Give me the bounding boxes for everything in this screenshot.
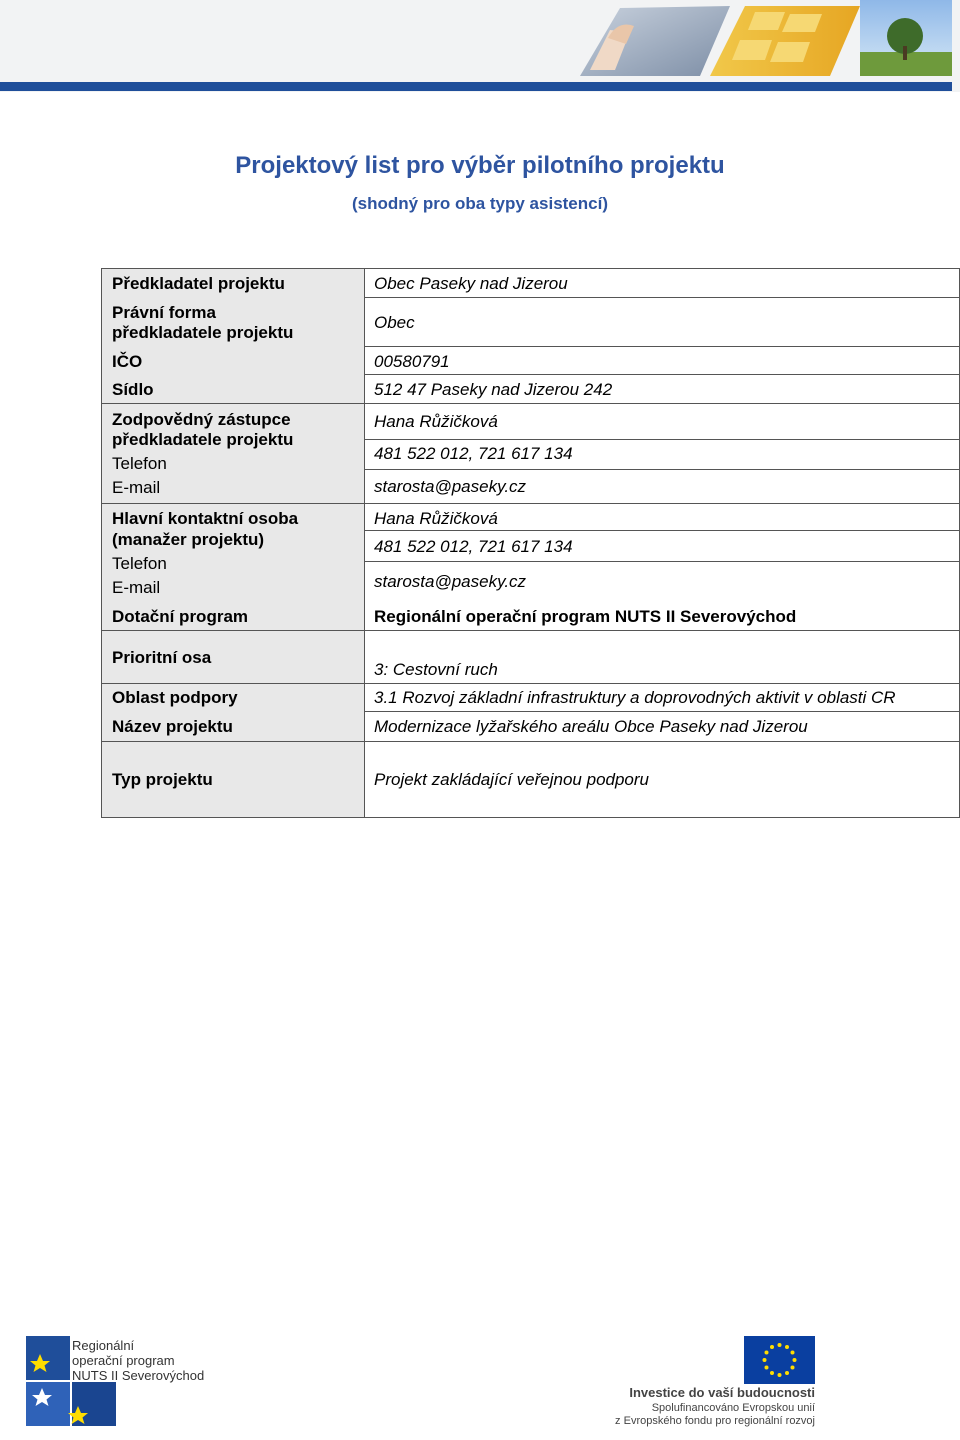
eu-slogan: Investice do vaší budoucnosti xyxy=(629,1385,815,1400)
document-subtitle: (shodný pro oba typy asistencí) xyxy=(352,194,608,213)
kontakt-name: Hana Růžičková xyxy=(374,509,498,528)
zastupce-label-cont: předkladatele projektu xyxy=(112,430,294,449)
eu-cofinancing-text xyxy=(560,1402,815,1428)
zastupce-email: starosta@paseky.cz xyxy=(374,477,527,496)
nazev-value: Modernizace lyžařského areálu Obce Paseky nad Jizerou xyxy=(374,717,808,736)
table-border xyxy=(101,268,960,818)
typ-value: Projekt zakládající veřejnou podporu xyxy=(374,770,649,789)
oblast-label: Oblast podpory xyxy=(112,688,238,707)
eu-cofinancing-line: Spolufinancováno Evropskou unií xyxy=(651,1402,815,1414)
ico-value: 00580791 xyxy=(374,352,450,371)
banner-stripe xyxy=(0,82,952,91)
kontakt-email-label: E-mail xyxy=(112,578,161,597)
dotacni-value: Regionální operační program NUTS II Severovýchod xyxy=(374,607,797,626)
kontakt-label: Hlavní kontaktní osoba xyxy=(112,509,299,528)
kontakt-label-cont: (manažer projektu) xyxy=(112,530,265,549)
predkladatel-value: Obec Paseky nad Jizerou xyxy=(374,274,568,293)
sidlo-value: 512 47 Paseky nad Jizerou 242 xyxy=(374,380,613,399)
zastupce-telefon-label: Telefon xyxy=(112,454,167,473)
project-table xyxy=(101,268,960,818)
kontakt-telefon-label: Telefon xyxy=(112,554,167,573)
predkladatel-label: Předkladatel projektu xyxy=(112,274,285,293)
zastupce-name: Hana Růžičková xyxy=(374,412,498,431)
zastupce-email-label: E-mail xyxy=(112,478,161,497)
zastupce-telefon: 481 522 012, 721 617 134 xyxy=(374,444,573,463)
kontakt-email: starosta@paseky.cz xyxy=(374,572,527,591)
ico-label: IČO xyxy=(112,352,143,371)
oblast-value: 3.1 Rozvoj základní infrastruktury a doprovodných aktivit v oblasti CR xyxy=(374,688,896,707)
document-title: Projektový list pro výběr pilotního projektu xyxy=(235,152,725,179)
dotacni-label: Dotační program xyxy=(112,607,249,626)
pravni-forma-label: Právní forma xyxy=(112,303,216,322)
rop-logo-line: operační program xyxy=(72,1353,175,1368)
pravni-forma-value: Obec xyxy=(374,313,415,332)
nazev-label: Název projektu xyxy=(112,717,233,736)
zastupce-label: Zodpovědný zástupce xyxy=(112,410,291,429)
pravni-forma-label-cont: předkladatele projektu xyxy=(112,323,294,342)
typ-label: Typ projektu xyxy=(112,770,213,789)
header-banner xyxy=(0,0,960,92)
osa-label: Prioritní osa xyxy=(112,648,212,667)
osa-value: 3: Cestovní ruch xyxy=(374,660,498,679)
eu-cofinancing-line: z Evropského fondu pro regionální rozvoj xyxy=(615,1415,815,1427)
eu-flag xyxy=(744,1336,815,1384)
rop-logo-line: NUTS II Severovýchod xyxy=(72,1368,205,1383)
rop-logo-text xyxy=(72,1338,204,1383)
banner-keyboard-image xyxy=(560,0,952,76)
rop-logo-line: Regionální xyxy=(72,1338,135,1353)
sidlo-label: Sídlo xyxy=(112,380,154,399)
kontakt-telefon: 481 522 012, 721 617 134 xyxy=(374,537,573,556)
